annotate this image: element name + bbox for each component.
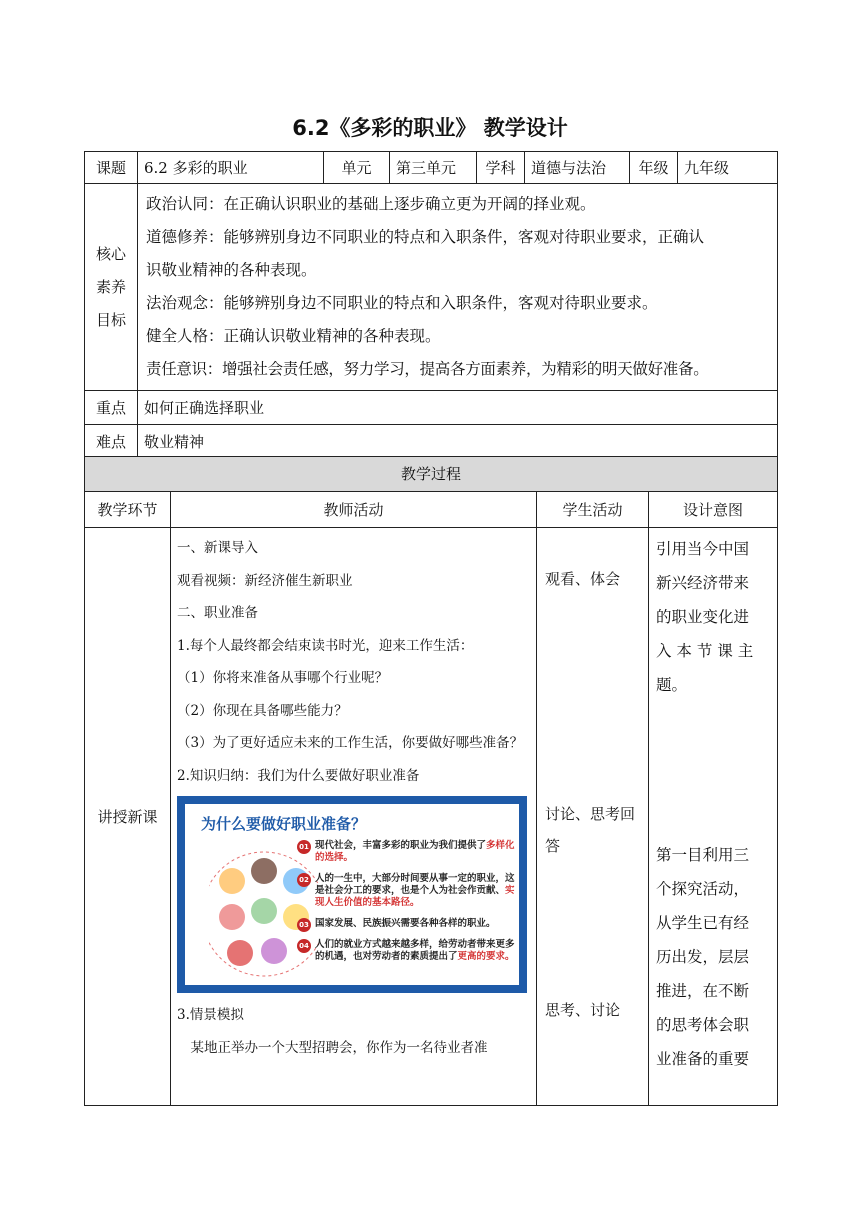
- subject-label: 学科: [477, 152, 525, 184]
- goal-responsibility: 责任意识：增强社会责任感，努力学习，提高各方面素养，为精彩的明天做好准备。: [146, 360, 709, 378]
- goals-label-line: 核心: [95, 244, 126, 263]
- person-face-icon: [219, 904, 245, 930]
- student-activity-2: 讨论、思考回答: [545, 805, 636, 855]
- goal-personality: 健全人格：正确认识敬业精神的各种表现。: [146, 327, 441, 345]
- reason-item: [297, 840, 522, 864]
- design-line: 题。: [656, 676, 688, 694]
- reason-item: [297, 873, 522, 909]
- design-line: 推进，在不断: [656, 982, 750, 1000]
- student-activity-1: 观看、体会: [545, 570, 621, 588]
- topic-value: 6.2 多彩的职业: [138, 152, 324, 184]
- teacher-line: 二、职业准备: [177, 605, 258, 621]
- goals-content: [138, 184, 778, 391]
- teacher-line: 一、新课导入: [177, 540, 258, 556]
- teacher-line: 1.每个人最终都会结束读书时光，迎来工作生活：: [177, 637, 474, 654]
- reason-text: 现代社会，丰富多彩的职业为我们提供了: [315, 840, 487, 851]
- teacher-line: （3）为了更好适应未来的工作生活，你要做好哪些准备？: [177, 735, 524, 751]
- person-face-icon: [219, 868, 245, 894]
- unit-value: 第三单元: [390, 152, 477, 184]
- design-line: 新兴经济带来: [656, 574, 750, 592]
- goal-moral-cont: 识敬业精神的各种表现。: [146, 261, 317, 279]
- grade-label: 年级: [630, 152, 678, 184]
- key-label: 重点: [85, 391, 138, 425]
- subject-value: 道德与法治: [525, 152, 630, 184]
- career-prep-figure: [177, 796, 527, 993]
- design-line: 的职业变化进: [656, 608, 750, 626]
- col-student: 学生活动: [537, 492, 649, 528]
- goals-label-line: 目标: [95, 310, 126, 329]
- goal-political: 政治认同：在正确认识职业的基础上逐步确立更为开阔的择业观。: [146, 195, 596, 213]
- design-line: 历出发，层层: [656, 948, 750, 966]
- teacher-line: （2）你现在具备哪些能力？: [177, 702, 348, 719]
- design-line: 第一目利用三: [656, 846, 750, 864]
- design-line: 引用当今中国: [656, 540, 750, 558]
- key-value: 如何正确选择职业: [138, 391, 778, 425]
- col-teacher: 教师活动: [171, 492, 537, 528]
- student-activity-3: 思考、讨论: [545, 1001, 621, 1019]
- teacher-line: 2.知识归纳：我们为什么要做好职业准备: [177, 767, 420, 784]
- topic-label: 课题: [85, 152, 138, 184]
- design-line: 的思考体会职: [656, 1016, 750, 1034]
- document-title: 6.2《多彩的职业》 教学设计: [292, 116, 568, 140]
- figure-title: 为什么要做好职业准备？: [201, 815, 367, 833]
- design-spacer: [656, 702, 770, 838]
- design-line: 个探究活动，: [656, 880, 750, 898]
- difficulty-value: 敬业精神: [138, 425, 778, 459]
- difficulty-label: 难点: [85, 425, 138, 459]
- grade-value: 九年级: [678, 152, 778, 184]
- stage-cell: 讲授新课: [85, 528, 171, 1106]
- teacher-activities: [171, 528, 537, 1106]
- unit-label: 单元: [324, 152, 390, 184]
- teacher-line: 观看视频：新经济催生新职业: [177, 572, 353, 589]
- info-table: [84, 151, 778, 459]
- reason-number: 01: [297, 840, 311, 854]
- figure-panel: [185, 804, 519, 985]
- person-face-icon: [227, 940, 253, 966]
- person-face-icon: [251, 898, 277, 924]
- teacher-line: （1）你将来准备从事哪个行业呢？: [177, 670, 389, 686]
- col-stage: 教学环节: [85, 492, 171, 528]
- teacher-line: 某地正举办一个大型招聘会，你作为一名待业者准: [177, 1039, 488, 1056]
- person-face-icon: [251, 858, 277, 884]
- goals-label: [85, 184, 138, 391]
- reason-text: 人们的就业方式越来越多样，给劳动者带来更多的机遇，也对劳动者的素质提出了: [315, 939, 515, 962]
- reason-number: 02: [297, 873, 311, 887]
- process-table: [84, 456, 778, 1106]
- reason-highlight: 多样化的选择。: [315, 840, 515, 863]
- reason-highlight: 更高的要求。: [457, 951, 515, 962]
- goal-legal: 法治观念：能够辨别身边不同职业的特点和入职条件，客观对待职业要求。: [146, 294, 658, 312]
- process-header: 教学过程: [85, 457, 778, 492]
- goals-label-line: 素养: [95, 277, 126, 296]
- person-face-icon: [261, 938, 287, 964]
- student-activities: [537, 528, 649, 1106]
- goal-moral: 道德修养：能够辨别身边不同职业的特点和入职条件，客观对待职业要求，正确认: [146, 228, 705, 246]
- design-line: 从学生已有经: [656, 914, 750, 932]
- reason-text: 国家发展、民族振兴需要各种各样的职业。: [315, 918, 496, 929]
- design-line: 业准备的重要: [656, 1050, 750, 1068]
- col-design: 设计意图: [649, 492, 778, 528]
- reason-number: 03: [297, 918, 311, 932]
- reason-item: [297, 939, 522, 963]
- teacher-line: 3.情景模拟: [177, 1007, 244, 1023]
- figure-reasons: [297, 840, 522, 972]
- design-intent: [649, 528, 778, 1106]
- reason-item: [297, 918, 522, 930]
- reason-number: 04: [297, 939, 311, 953]
- reason-text: 人的一生中，大部分时间要从事一定的职业，这是社会分工的要求，也是个人为社会作贡献、: [315, 873, 515, 896]
- reason-highlight: 实现人生价值的基本路径。: [315, 885, 515, 908]
- design-line: 入 本 节 课 主: [656, 642, 754, 660]
